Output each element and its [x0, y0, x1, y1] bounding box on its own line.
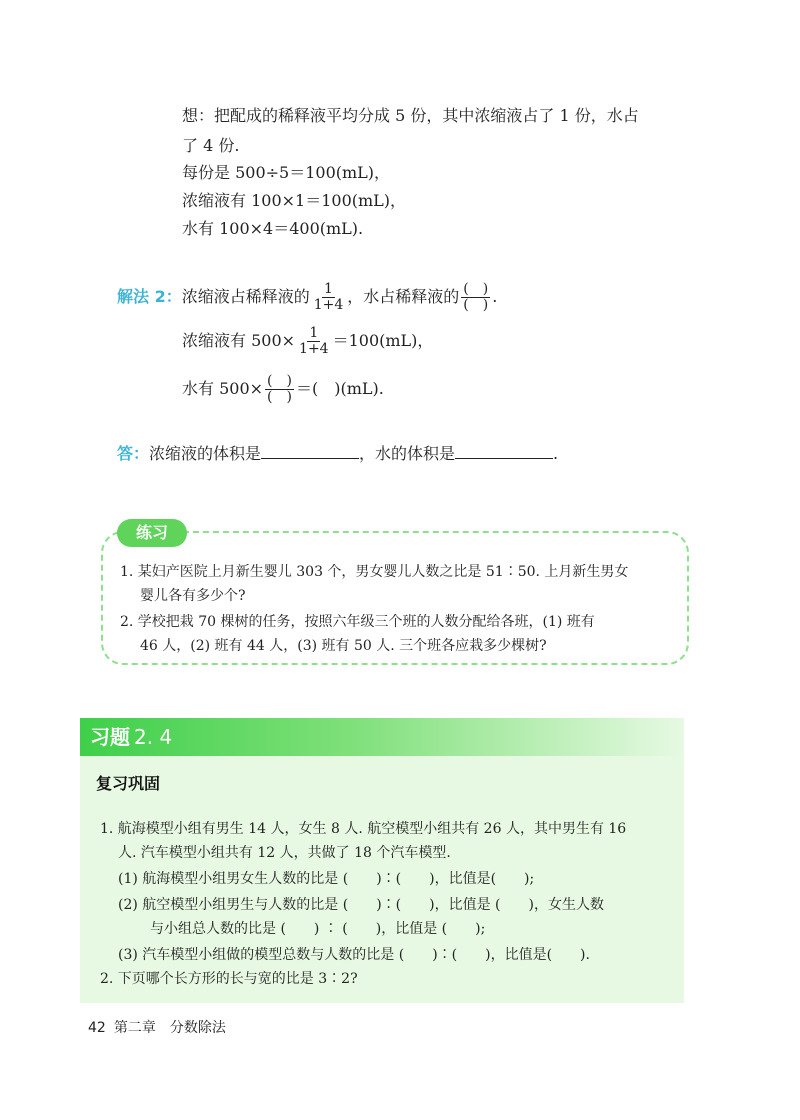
- practice-question: 46 人，(2) 班有 44 人，(3) 班有 50 人. 三个班各应栽多少棵树?: [140, 638, 547, 654]
- method2-text: ，水占稀释液的: [347, 287, 460, 306]
- answer-text: ，水的体积是: [359, 444, 456, 463]
- fraction-blank: [461, 282, 490, 313]
- practice-question: 婴儿各有多少个?: [140, 588, 246, 604]
- page-number: 42: [88, 1020, 106, 1036]
- method1-line: 水有 100×4＝400(mL).: [182, 219, 364, 238]
- fraction: [297, 326, 331, 357]
- chapter-title: 第二章 分数除法: [113, 1020, 226, 1036]
- answer-text: .: [553, 444, 559, 463]
- method2-line-3: [182, 374, 384, 405]
- fraction-numerator: 1: [309, 325, 319, 341]
- exercise-question: 2. 下页哪个长方形的长与宽的比是 3∶2?: [100, 971, 358, 987]
- exercise-number: 2. 4: [134, 725, 173, 749]
- fraction-denominator: ( ): [267, 389, 292, 405]
- fraction-numerator: ( ): [463, 281, 489, 297]
- method1-line: 每份是 500÷5＝100(mL)，: [182, 163, 391, 182]
- answer-text: 浓缩液的体积是: [149, 444, 262, 463]
- answer-line: [117, 440, 558, 466]
- method2-line-2: [182, 326, 433, 357]
- exercise-title: [90, 720, 172, 754]
- exercise-subquestion: (1) 航海模型小组男女生人数的比是 ( )∶( )，比值是( );: [118, 871, 535, 887]
- fraction-blank: [265, 374, 294, 405]
- fraction-denominator: ( ): [463, 297, 489, 313]
- method2-text: .: [492, 287, 498, 306]
- exercise-subquestion: (3) 汽车模型小组做的模型总数与人数的比是 ( )∶( )，比值是( ).: [118, 947, 590, 963]
- answer-label: 答：: [117, 444, 150, 463]
- fraction-denominator: 1+4: [299, 341, 329, 357]
- method1-line: 浓缩液有 100×1＝100(mL)，: [182, 191, 407, 210]
- exercise-question: 1. 航海模型小组有男生 14 人，女生 8 人. 航空模型小组共有 26 人，其中男生有 16: [100, 821, 627, 837]
- answer-blank[interactable]: [455, 440, 553, 459]
- practice-tag: 练习: [117, 519, 187, 547]
- page-footer: [88, 1018, 226, 1038]
- method2-text: 浓缩液有 500×: [182, 331, 296, 350]
- method2-text: ＝100(mL)，: [332, 331, 434, 350]
- exercise-title-text: 习题: [90, 725, 130, 749]
- fraction-numerator: 1: [324, 281, 333, 297]
- method2-text: 水有 500×: [182, 379, 264, 398]
- method1-line: 了 4 份.: [182, 136, 240, 155]
- exercise-question: 人. 汽车模型小组共有 12 人，共做了 18 个汽车模型.: [118, 845, 451, 861]
- exercise-subtitle: 复习巩固: [96, 774, 161, 793]
- practice-question: 2. 学校把栽 70 棵树的任务，按照六年级三个班的人数分配给各班，(1) 班有: [120, 614, 595, 630]
- practice-question: 1. 某妇产医院上月新生婴儿 303 个，男女婴儿人数之比是 51∶50. 上月新生男女: [120, 564, 629, 580]
- method2-text: 浓缩液占稀释液的: [181, 287, 310, 306]
- fraction: [312, 282, 346, 313]
- exercise-subquestion: (2) 航空模型小组男生与人数的比是 ( )∶( )，比值是 ( )，女生人数: [118, 897, 604, 913]
- method1-line: 想：把配成的稀释液平均分成 5 份，其中浓缩液占了 1 份，水占: [182, 106, 639, 125]
- method2-label: 解法 2：: [117, 287, 182, 306]
- exercise-subquestion: 与小组总人数的比是 ( ) ∶ ( )，比值是 ( );: [150, 921, 486, 937]
- method2-text: ＝( )(mL).: [295, 379, 384, 398]
- method2-line-1: [117, 282, 497, 313]
- answer-blank[interactable]: [261, 440, 359, 459]
- fraction-denominator: 1+4: [313, 297, 344, 313]
- fraction-numerator: ( ): [267, 373, 292, 389]
